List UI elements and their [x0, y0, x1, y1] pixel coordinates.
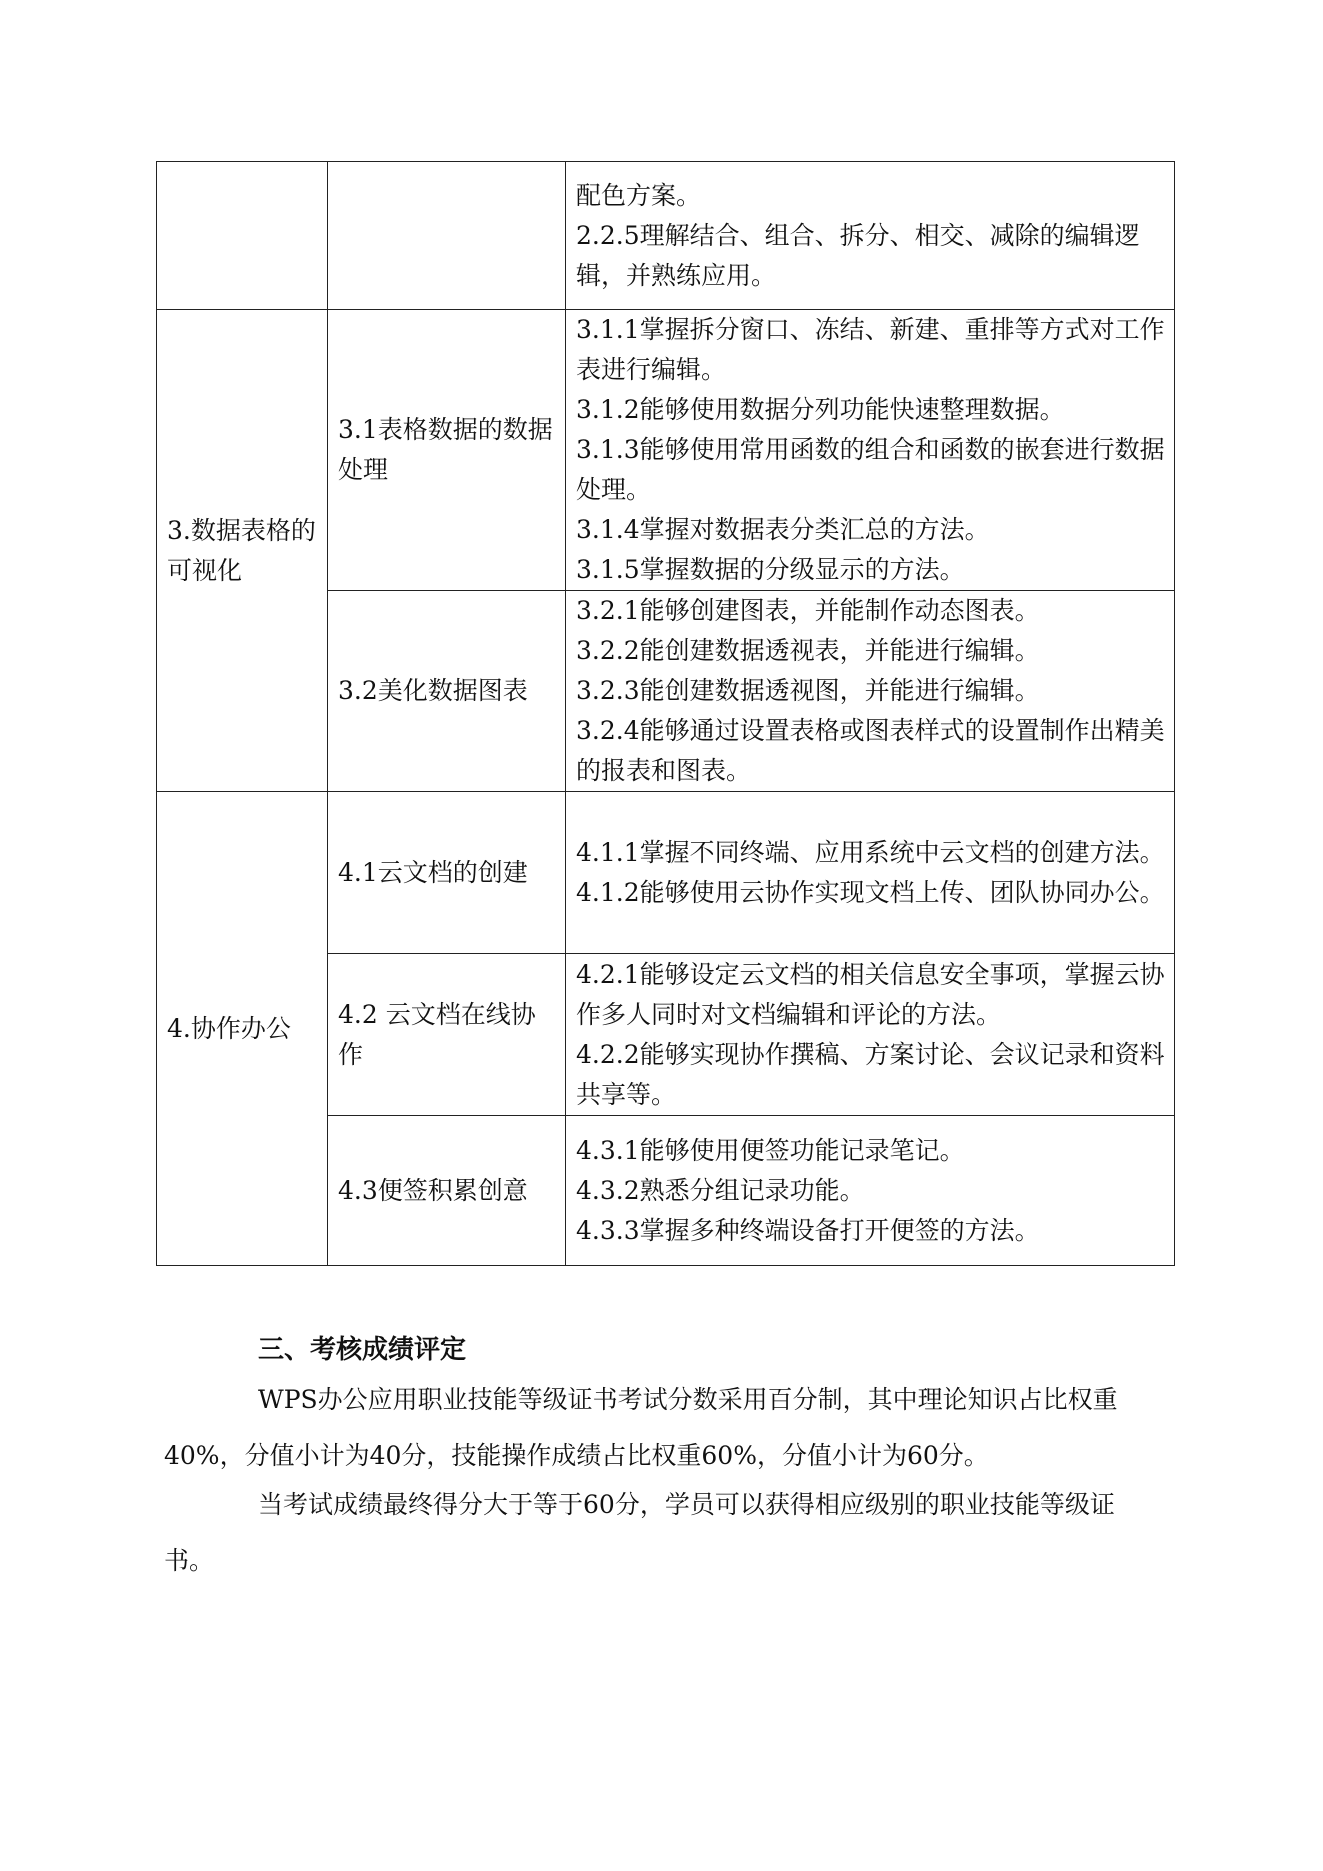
requirement-line: 4.3.2熟悉分组记录功能。 [576, 1175, 865, 1205]
table-row [157, 162, 1175, 310]
section-heading: 三、考核成绩评定 [258, 1335, 467, 1365]
requirement-line: 3.2.3能创建数据透视图，并能进行编辑。 [576, 676, 1040, 705]
requirement-line: 3.1.1掌握拆分窗口、冻结、新建、重排等方式对工作表进行编辑。 [576, 315, 1165, 384]
requirement-line: 4.1.1掌握不同终端、应用系统中云文档的创建方法。 [576, 837, 1165, 867]
requirement-line: 3.2.2能创建数据透视表，并能进行编辑。 [576, 636, 1040, 665]
requirement-line: 3.2.1能够创建图表，并能制作动态图表。 [576, 596, 1040, 625]
unit-cell: 4.3便签积累创意 [328, 1116, 566, 1266]
unit-cell: 3.2美化数据图表 [328, 591, 566, 792]
unit-cell: 3.1表格数据的数据处理 [328, 310, 566, 591]
requirement-cell [566, 1116, 1175, 1266]
skills-table [156, 161, 1175, 1266]
requirement-line: 4.3.1能够使用便签功能记录笔记。 [576, 1135, 965, 1165]
table-row [157, 792, 1175, 954]
requirement-line: 4.2.2能够实现协作撰稿、方案讨论、会议记录和资料共享等。 [576, 1039, 1165, 1109]
module-cell: 3.数据表格的可视化 [157, 310, 328, 792]
requirement-cell [566, 792, 1175, 954]
module-cell: 4.协作办公 [157, 792, 328, 1266]
unit-cell [328, 162, 566, 310]
requirement-line: 3.1.5掌握数据的分级显示的方法。 [576, 555, 965, 584]
requirement-cell [566, 162, 1175, 310]
requirement-line: 3.1.2能够使用数据分列功能快速整理数据。 [576, 395, 1065, 424]
requirement-line: 配色方案。 [576, 180, 702, 210]
requirement-cell [566, 310, 1175, 591]
requirement-cell [566, 954, 1175, 1116]
requirement-line: 3.2.4能够通过设置表格或图表样式的设置制作出精美的报表和图表。 [576, 716, 1165, 785]
unit-cell: 4.1云文档的创建 [328, 792, 566, 954]
requirement-line: 4.2.1能够设定云文档的相关信息安全事项，掌握云协作多人同时对文档编辑和评论的方法。 [576, 959, 1165, 1029]
module-cell [157, 162, 328, 310]
requirement-line: 2.2.5理解结合、组合、拆分、相交、减除的编辑逻辑，并熟练应用。 [576, 220, 1140, 290]
requirement-line: 3.1.4掌握对数据表分类汇总的方法。 [576, 515, 990, 544]
requirement-line: 3.1.3能够使用常用函数的组合和函数的嵌套进行数据处理。 [576, 435, 1165, 504]
paragraph: WPS办公应用职业技能等级证书考试分数采用百分制，其中理论知识占比权重40%，分值小计为40分，技能操作成绩占比权重60%，分值小计为60分。 [164, 1385, 1118, 1470]
paragraph: 当考试成绩最终得分大于等于60分，学员可以获得相应级别的职业技能等级证书。 [164, 1490, 1115, 1575]
unit-cell: 4.2 云文档在线协作 [328, 954, 566, 1116]
requirement-line: 4.3.3掌握多种终端设备打开便签的方法。 [576, 1215, 1040, 1245]
table-row [157, 310, 1175, 591]
requirement-cell [566, 591, 1175, 792]
requirement-line: 4.1.2能够使用云协作实现文档上传、团队协同办公。 [576, 877, 1165, 907]
